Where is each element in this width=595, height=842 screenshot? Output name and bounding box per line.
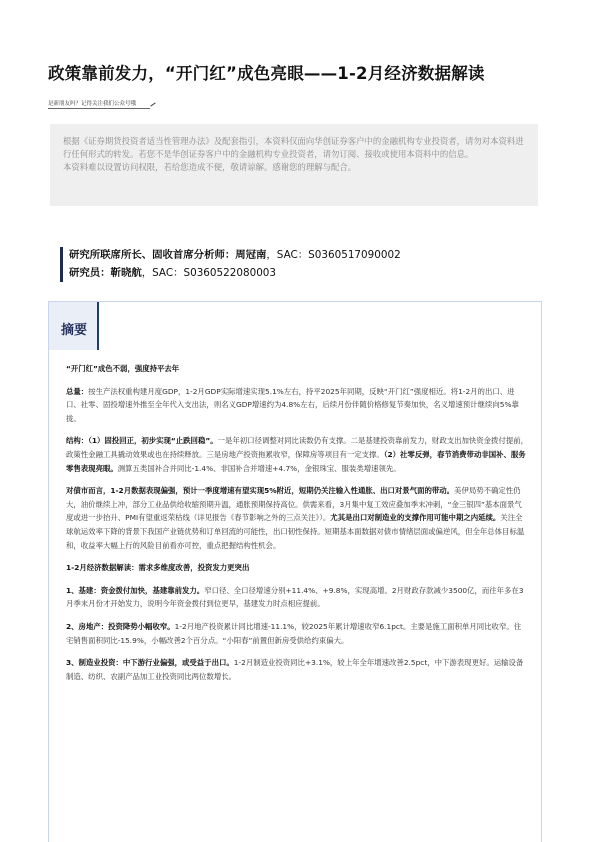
paragraph-total-lead: 总量： xyxy=(66,386,89,396)
chief-analyst xyxy=(69,247,401,265)
paragraph-real-estate-lead: 2、房地产：投资降势小幅收窄。 xyxy=(66,621,175,631)
paragraph-structure-body-2: 测算五类国补合并同比-1.4%、非国补合并增速+4.7%，金银珠宝、服装类增速领先。 xyxy=(117,463,401,473)
page-title: 政策靠前发力，“开门红”成色亮眼——1-2月经济数据解读 xyxy=(48,64,485,83)
summary-box xyxy=(48,301,542,842)
researcher-sac: ，SAC：S0360522080003 xyxy=(141,266,277,279)
paragraph-total xyxy=(66,385,528,426)
paragraph-manufacturing-lead: 3、制造业投资：中下游行业偏强，或受益于出口。 xyxy=(66,658,234,668)
summary-heading: 摘要 xyxy=(61,323,88,338)
paragraph-bond-lead-1: 对债市而言，1-2月数据表现偏强，预计一季度增速有望实现5%附近，短期仍关注输入性通胀、出口对景气面的带动。 xyxy=(66,486,455,496)
analyst-block xyxy=(60,247,401,282)
paragraph-structure-lead-2: （2）社零反弹，春节消费带动非国补、服务零售表现亮眼。 xyxy=(66,449,526,473)
follow-tick-icon xyxy=(150,102,155,106)
chief-analyst-sac: ，SAC：S0360517090002 xyxy=(266,249,401,261)
summary-heading-tab xyxy=(49,302,99,350)
paragraph-real-estate-body: 1-2月地产投资累计同比增速-11.1%，较2025年累计增速收窄6.1pct。主要是施工面积单月同比收窄。住宅销售面积同比-15.9%，小幅改善2个百分点。“小阳春”前置但新房受供给约束偏大。 xyxy=(66,621,522,645)
researcher xyxy=(69,265,401,283)
paragraph-infrastructure-body: 窄口径、全口径增速分别+11.4%、+9.8%，实现高增。2月财政存款减少3500亿，而往年多在3月季末月份才开始发力，说明今年资金拨付到位更早，基建发力时点相应提前。 xyxy=(66,585,524,609)
paragraph-infrastructure xyxy=(66,584,528,611)
paragraph-bond-body-2: 关注全球航运效率下降的背景下我国产业链优势和订单回流的可能性，出口韧性保持。短期基本面数据对债市情绪层面或偏逆风，但全年总体目标温和，收益率大幅上行的风险目前看亦可控，重点把握结构性机会。 xyxy=(66,513,525,550)
disclaimer-box xyxy=(50,124,538,206)
chief-analyst-name: 研究所联席所长、固收首席分析师：周冠南 xyxy=(69,249,267,261)
paragraph-structure xyxy=(66,434,528,475)
paragraph-manufacturing xyxy=(66,656,528,683)
paragraph-real-estate xyxy=(66,620,528,647)
paragraph-bond-market xyxy=(66,484,528,552)
paragraph-structure-lead-1: 结构：（1）固投回正，初步实现“止跌回稳”。 xyxy=(66,436,218,446)
paragraph-structure-body-1: 一是年初口径调整对同比读数仍有支撑。二是基建投资靠前发力，财政支出加快资金拨付提前，政策性金融工具撬动效果或也在持续释放。三是房地产投资拖累收窄，保障房等项目有一定支撑。 xyxy=(66,436,529,459)
paragraph-total-body: 按生产法权重构建月度GDP，1-2月GDP实际增速实现5.1%左右，持平2025年同期，反映“开门红”强度相近。将1-2月的出口、进口、社零、固投增速外推至全年代入支出法，则名义GDP增速约为4.8%左右，后续月份伴随价格修复节奏加快，名义增速预计继续向5%靠拢。 xyxy=(66,386,519,423)
follow-prompt[interactable]: 是新朋友吗？记得关注我们公众号哦 xyxy=(48,101,137,107)
summary-subheading-2: 1-2月经济数据解读：需求多维度改善，投资发力更突出 xyxy=(66,563,250,573)
summary-subheading-1: “开门红”成色不弱，强度持平去年 xyxy=(66,364,180,373)
paragraph-manufacturing-body: 1-2月制造业投资同比+3.1%，较上年全年增速改善2.5pct，中下游表现更好。运输设备制造、纺织、农副产品加工业投资同比两位数增长。 xyxy=(66,658,524,681)
follow-underline xyxy=(48,108,150,109)
disclaimer-line-2: 本资料难以设置访问权限，若给您造成不便，敬请谅解。感谢您的理解与配合。 xyxy=(63,162,357,172)
paragraph-bond-lead-2: 尤其是出口对制造业的支撑作用可能中期之内延续。 xyxy=(330,513,501,523)
researcher-name: 研究员：靳晓航 xyxy=(69,266,142,279)
disclaimer-line-1: 根据《证券期货投资者适当性管理办法》及配套指引，本资料仅面向华创证券客户中的金融机构专业投资者，请勿对本资料进行任何形式的转发。若您不是华创证券客户中的金融机构专业投资者，请勿订阅、接收或使用本资料中的信息。 xyxy=(63,136,524,159)
paragraph-infrastructure-lead: 1、基建：资金拨付加快，基建靠前发力。 xyxy=(66,585,205,595)
summary-content xyxy=(66,362,528,692)
paragraph-bond-body-1: 美伊局势不确定性仍大，油价继续上冲，部分工业品供给收缩预期升温，通胀预期保持高位。供需来看，3月集中复工效应叠加季末冲刺，“金三银四”基本面景气度或进一步抬升、PMI有望重返荣枯线（详见报告《春节影响之外的三点关注》）。 xyxy=(66,486,522,523)
